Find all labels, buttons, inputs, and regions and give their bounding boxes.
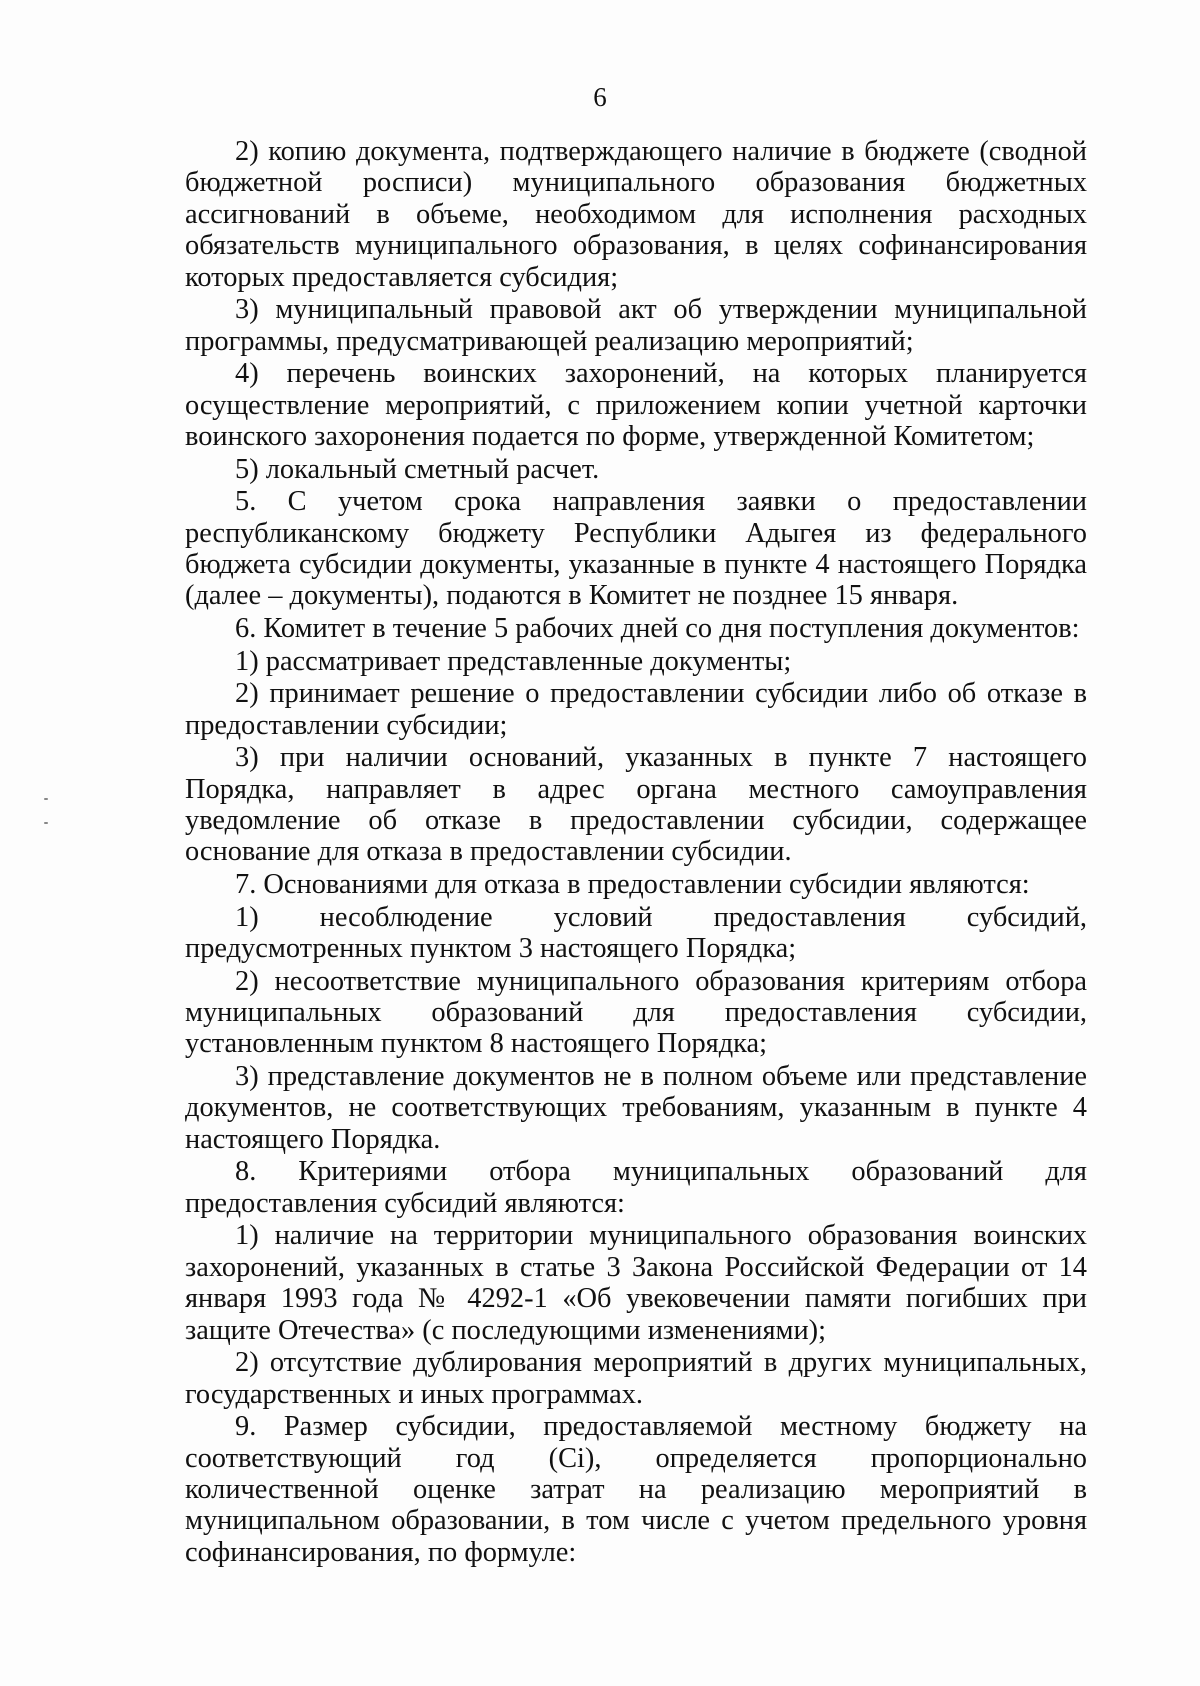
page-number: 6: [593, 82, 607, 112]
paragraph: 2) отсутствие дублирования мероприятий в других муниципальных, государственных и иных программах.: [185, 1347, 1087, 1410]
paragraph: 8. Критериями отбора муниципальных образований для предоставления субсидий являются:: [185, 1156, 1087, 1219]
paragraph: 2) несоответствие муниципального образования критериям отбора муниципальных образований для предоставления субсидии, установленным пунктом 8 настоящего Порядка;: [185, 965, 1087, 1060]
paragraph: 1) несоблюдение условий предоставления субсидий, предусмотренных пунктом 3 настоящего Порядка;: [185, 901, 1087, 965]
scan-margin-marks: [40, 792, 54, 852]
document-body: [185, 136, 1087, 1569]
paragraph: 9. Размер субсидии, предоставляемой местному бюджету на соответствующий год (Ci), определяется пропорционально количественной оценке затрат на реализацию мероприятий в муниципальном образовании, в том числе с учетом предельного уровня софинансирования, по формуле:: [185, 1411, 1087, 1568]
paragraph: 3) при наличии оснований, указанных в пункте 7 настоящего Порядка, направляет в адрес органа местного самоуправления уведомление об отказе в предоставлении субсидии, содержащее основание для отказа в предоставлении субсидии.: [185, 742, 1087, 868]
paragraph: 4) перечень воинских захоронений, на которых планируется осуществление мероприятий, с приложением копии учетной карточки воинского захоронения подается по форме, утвержденной Комитетом;: [185, 358, 1087, 453]
paragraph: 3) муниципальный правовой акт об утверждении муниципальной программы, предусматривающей реализацию мероприятий;: [185, 294, 1087, 357]
paragraph: 5) локальный сметный расчет.: [235, 453, 600, 485]
paragraph: 1) наличие на территории муниципального образования воинских захоронений, указанных в статье 3 Закона Российской Федерации от 14 января 1993 года № 4292-1 «Об увековечении памяти погибших при защите Отечества» (с последующими изменениями);: [185, 1220, 1087, 1346]
paragraph: 5. С учетом срока направления заявки о предоставлении республиканскому бюджету Республики Адыгея из федерального бюджета субсидии документы, указанные в пункте 4 настоящего Порядка (далее – документы), подаются в Комитет не позднее 15 января.: [185, 486, 1087, 612]
paragraph: 3) представление документов не в полном объеме или представление документов, не соответствующих требованиям, указанным в пункте 4 настоящего Порядка.: [185, 1061, 1087, 1155]
paragraph: 2) принимает решение о предоставлении субсидии либо об отказе в предоставлении субсидии;: [185, 678, 1087, 741]
paragraph: 7. Основаниями для отказа в предоставлении субсидии являются:: [235, 869, 1030, 901]
paragraph: 1) рассматривает представленные документы;: [235, 645, 792, 677]
paragraph: 6. Комитет в течение 5 рабочих дней со дня поступления документов:: [235, 613, 1080, 645]
paragraph: 2) копию документа, подтверждающего наличие в бюджете (сводной бюджетной росписи) муниципального образования бюджетных ассигнований в объеме, необходимом для исполнения расходных обязательств муниципального образования, в целях софинансирования которых предоставляется субсидия;: [185, 136, 1087, 293]
